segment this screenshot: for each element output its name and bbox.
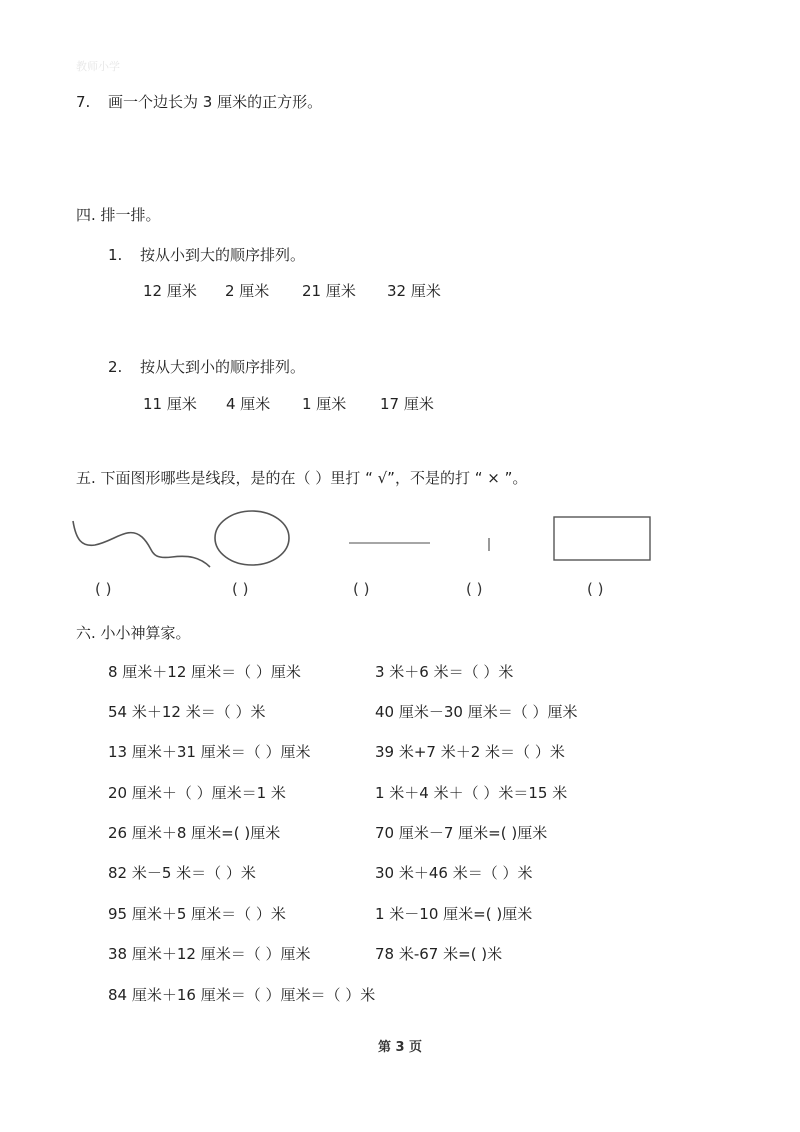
section6-title: 六. 小小神算家。	[76, 624, 191, 642]
calc-right-7: 1 米－10 厘米=( )厘米	[375, 905, 533, 923]
calc-left-5: 26 厘米＋8 厘米=( )厘米	[108, 824, 281, 842]
section4-q1-text: 按从小到大的顺序排列。	[140, 246, 306, 264]
calc-left-8: 38 厘米＋12 厘米＝（ ）厘米	[108, 945, 311, 963]
wavy-curve-shape	[73, 521, 210, 567]
q2-item: 4 厘米	[226, 395, 271, 413]
section4-q2-number: 2.	[108, 358, 123, 376]
calc-right-8: 78 米-67 米=( )米	[375, 945, 503, 963]
calc-right-3: 39 米+7 米＋2 米＝（ ）米	[375, 743, 565, 761]
header-watermark: 教师小学	[76, 60, 120, 73]
answer-blank-3[interactable]: ( )	[353, 580, 370, 598]
section4-q2-text: 按从大到小的顺序排列。	[140, 358, 306, 376]
shapes-figure	[60, 505, 680, 575]
section5-title: 五. 下面图形哪些是线段，是的在（ ）里打 “ √”，不是的打 “ × ”。	[76, 469, 528, 487]
answer-blank-1[interactable]: ( )	[95, 580, 112, 598]
q1-item: 32 厘米	[387, 282, 441, 300]
calc-left-2: 54 米＋12 米＝（ ）米	[108, 703, 266, 721]
q7-number: 7.	[76, 93, 91, 111]
q1-item: 2 厘米	[225, 282, 270, 300]
calc-right-4: 1 米＋4 米＋（ ）米＝15 米	[375, 784, 568, 802]
q2-item: 17 厘米	[380, 395, 434, 413]
section4-title: 四. 排一排。	[76, 206, 161, 224]
calc-left-6: 82 米－5 米＝（ ）米	[108, 864, 256, 882]
calc-left-4: 20 厘米＋（ ）厘米＝1 米	[108, 784, 286, 802]
q7-text: 画一个边长为 3 厘米的正方形。	[108, 93, 323, 111]
calc-left-7: 95 厘米＋5 厘米＝（ ）米	[108, 905, 286, 923]
calc-right-2: 40 厘米－30 厘米＝（ ）厘米	[375, 703, 578, 721]
answer-blank-5[interactable]: ( )	[587, 580, 604, 598]
q1-item: 12 厘米	[143, 282, 197, 300]
answer-blank-4[interactable]: ( )	[466, 580, 483, 598]
q2-item: 1 厘米	[302, 395, 347, 413]
calc-right-6: 30 米＋46 米＝（ ）米	[375, 864, 533, 882]
calc-left-3: 13 厘米＋31 厘米＝（ ）厘米	[108, 743, 311, 761]
calc-left-1: 8 厘米＋12 厘米＝（ ）厘米	[108, 663, 301, 681]
page-number: 第 3 页	[377, 1040, 423, 1055]
answer-blank-2[interactable]: ( )	[232, 580, 249, 598]
calc-right-5: 70 厘米－7 厘米=( )厘米	[375, 824, 548, 842]
ellipse-shape	[215, 511, 289, 565]
rectangle-shape	[554, 517, 650, 560]
section4-q1-number: 1.	[108, 246, 123, 264]
calc-left-9: 84 厘米＋16 厘米＝（ ）厘米＝（ ）米	[108, 986, 376, 1004]
q2-item: 11 厘米	[143, 395, 197, 413]
calc-right-1: 3 米＋6 米＝（ ）米	[375, 663, 514, 681]
q1-item: 21 厘米	[302, 282, 356, 300]
